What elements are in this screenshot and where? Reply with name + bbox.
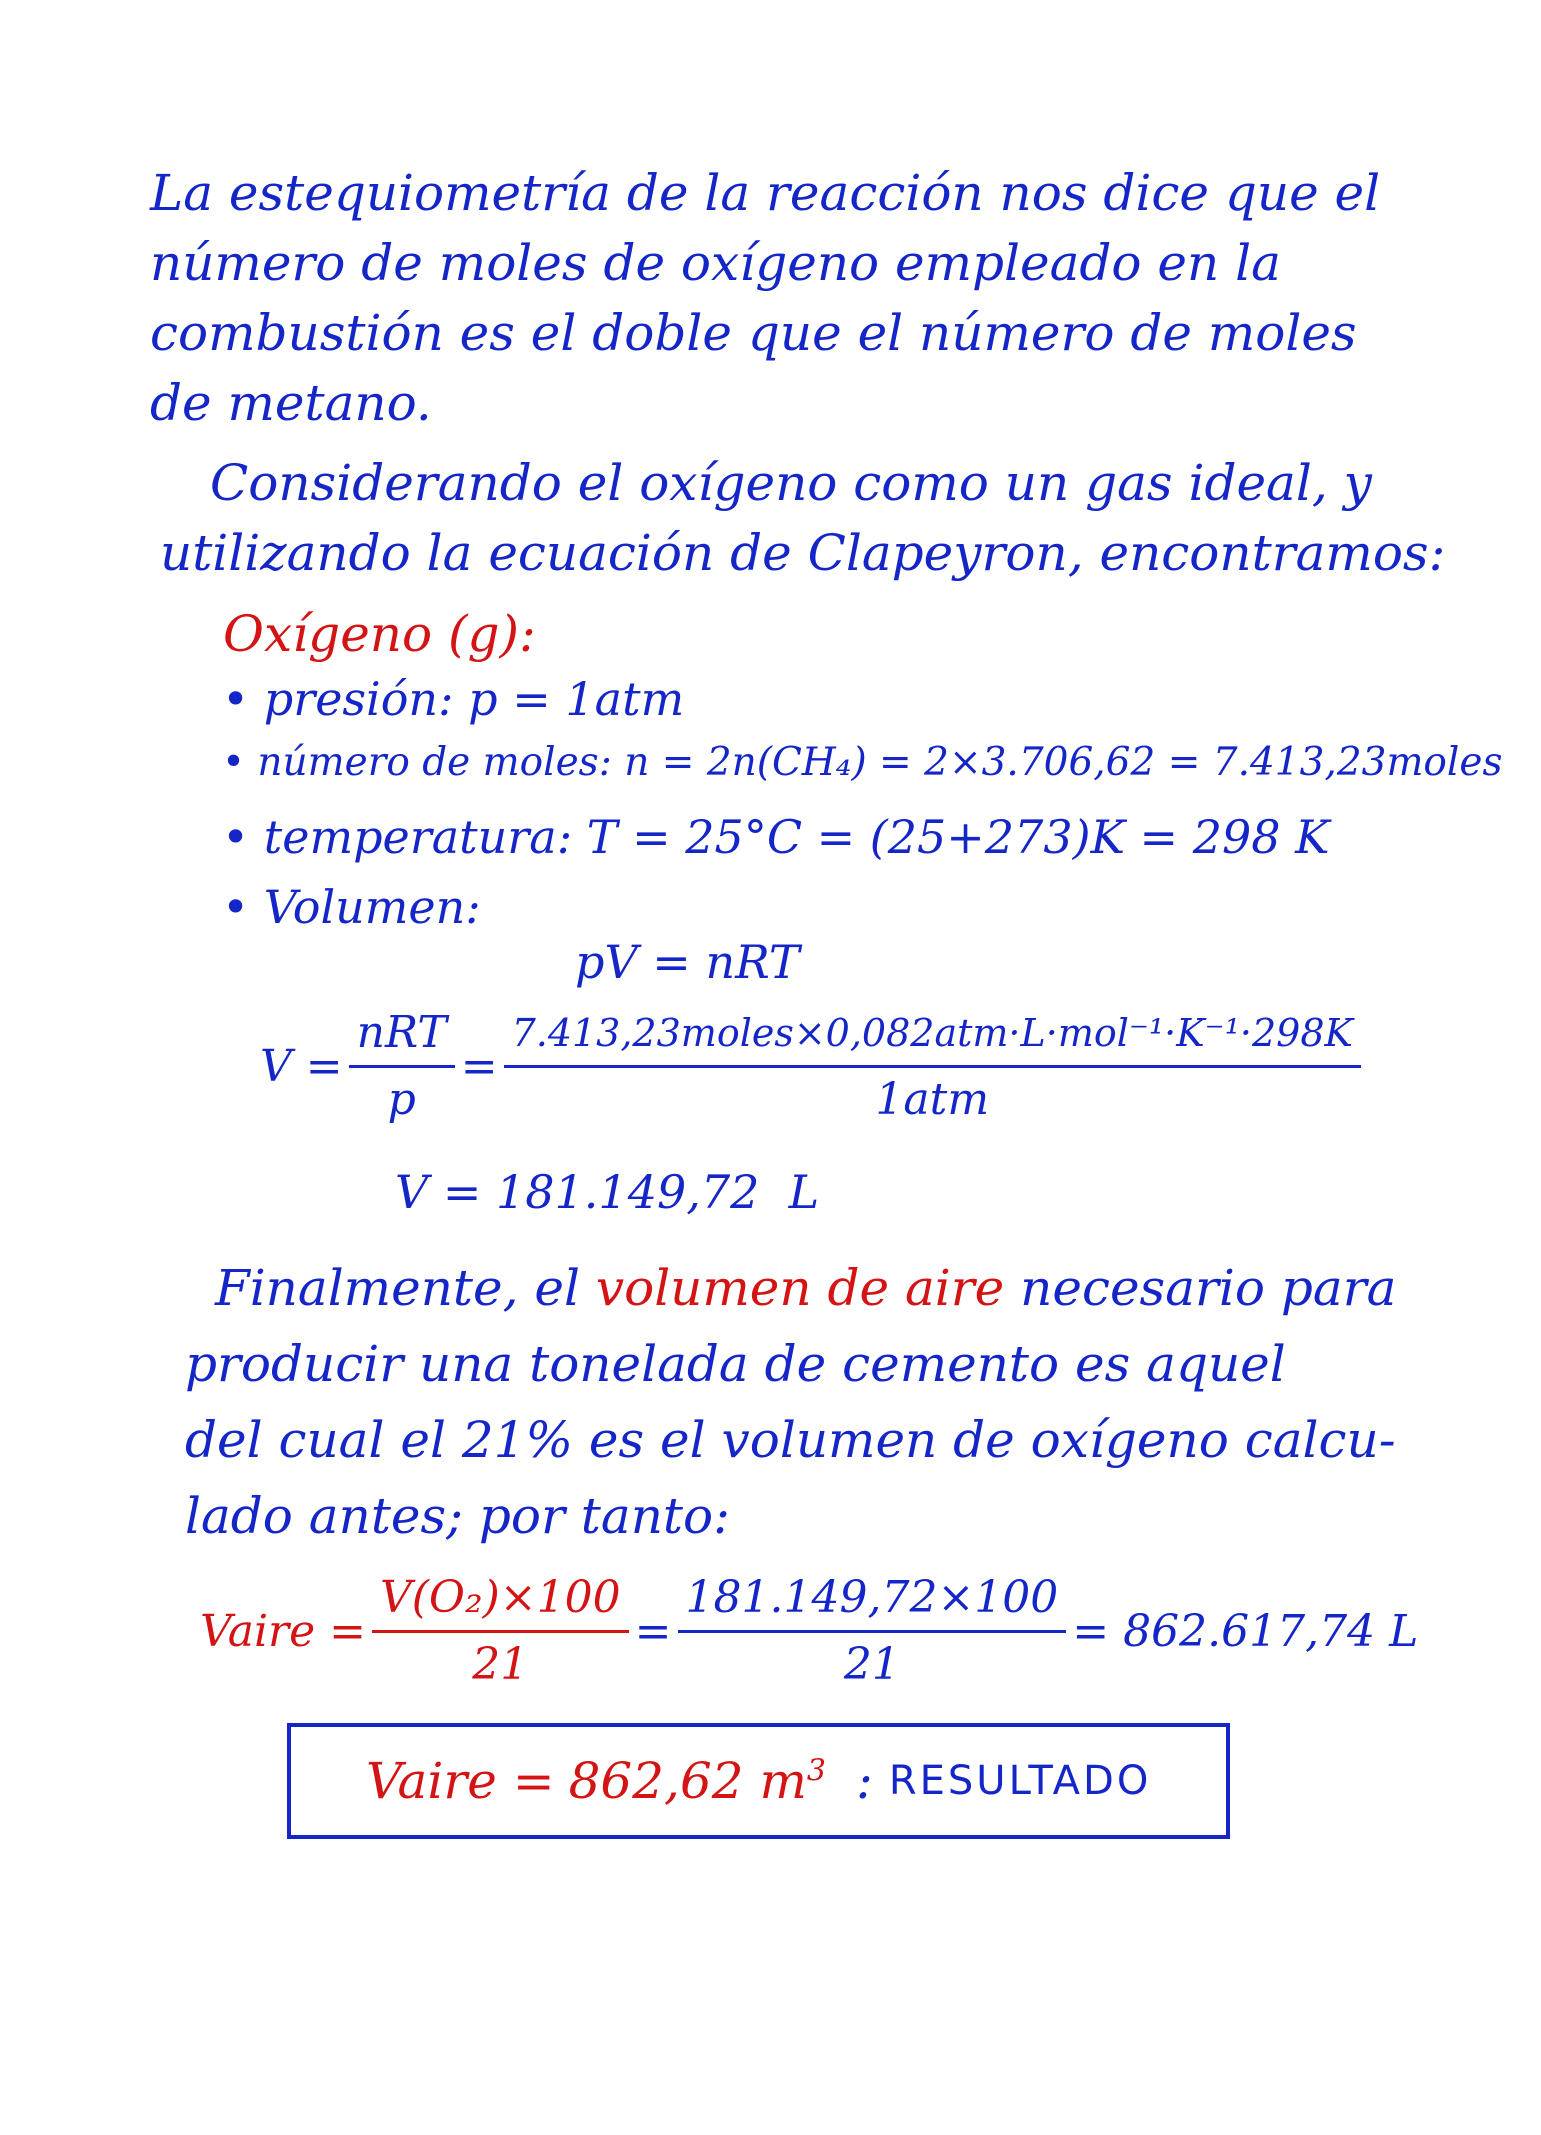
result-box xyxy=(287,1723,1230,1839)
fraction-numerator: nRT xyxy=(349,1005,455,1068)
fraction-denominator: 21 xyxy=(843,1639,900,1690)
oxygen-heading: Oxígeno (g): xyxy=(223,605,536,663)
text-line: utilizando la ecuación de Clapeyron, encontramos: xyxy=(160,524,1446,582)
result-label: RESULTADO xyxy=(888,1758,1152,1804)
text-line xyxy=(185,1250,1396,1326)
fraction-numeric xyxy=(504,1005,1361,1128)
text-line: lado antes; por tanto: xyxy=(185,1487,730,1545)
result-exponent: 3 xyxy=(806,1753,826,1789)
fraction-denominator: 1atm xyxy=(875,1074,990,1125)
text-run: necesario para xyxy=(1004,1259,1397,1317)
text-line: producir una tonelada de cemento es aquel xyxy=(185,1335,1286,1393)
fraction-vo2-over-21 xyxy=(372,1570,629,1693)
air-volume-equation xyxy=(200,1570,1418,1693)
fraction-nrt-over-p xyxy=(349,1005,455,1128)
list-item-temperature: • temperatura: T = 25°C = (25+273)K = 298 K xyxy=(222,810,1330,864)
fraction-denominator: 21 xyxy=(472,1639,529,1690)
list-item-volume: • Volumen: xyxy=(222,880,481,934)
text-line: La estequiometría de la reacción nos dice que el xyxy=(150,164,1381,222)
paragraph-clapeyron xyxy=(160,448,1445,588)
paragraph-air-volume xyxy=(185,1250,1396,1554)
text-line: de metano. xyxy=(150,374,432,432)
list-item-pressure: • presión: p = 1atm xyxy=(222,672,685,726)
highlight-air-volume: volumen de aire xyxy=(595,1259,1005,1317)
text-line: Considerando el oxígeno como un gas ideal, y xyxy=(210,454,1372,512)
paragraph-stoichiometry xyxy=(150,158,1380,438)
fraction-denominator: p xyxy=(387,1074,416,1125)
volume-equation xyxy=(260,1005,1367,1128)
result-lhs: Vaire = xyxy=(366,1752,555,1810)
equals-sign: = xyxy=(460,1041,498,1092)
fraction-numerator: V(O₂)×100 xyxy=(372,1570,629,1633)
ideal-gas-equation: pV = nRT xyxy=(575,935,800,989)
fraction-numeric-air xyxy=(678,1570,1067,1693)
air-volume-lhs: Vaire = xyxy=(200,1606,366,1657)
list-item-moles: • número de moles: n = 2n(CH₄) = 2×3.706,62 = 7.413,23moles xyxy=(222,740,1503,785)
text-line: combustión es el doble que el número de moles xyxy=(150,304,1357,362)
air-volume-rhs: = 862.617,74 L xyxy=(1072,1606,1419,1657)
result-value-text: 862,62 m xyxy=(568,1752,807,1810)
text-run: Finalmente, el xyxy=(215,1259,596,1317)
text-line: número de moles de oxígeno empleado en la xyxy=(150,234,1281,292)
volume-result: V = 181.149,72 L xyxy=(395,1165,820,1219)
fraction-numerator: 181.149,72×100 xyxy=(678,1570,1067,1633)
result-separator: : xyxy=(855,1752,873,1810)
fraction-numerator: 7.413,23moles×0,082atm·L·mol⁻¹·K⁻¹·298K xyxy=(504,1005,1361,1068)
text-line: del cual el 21% es el volumen de oxígeno calcu- xyxy=(185,1411,1396,1469)
volume-lhs: V = xyxy=(260,1041,343,1092)
equals-sign: = xyxy=(634,1606,672,1657)
result-value xyxy=(569,1752,826,1810)
